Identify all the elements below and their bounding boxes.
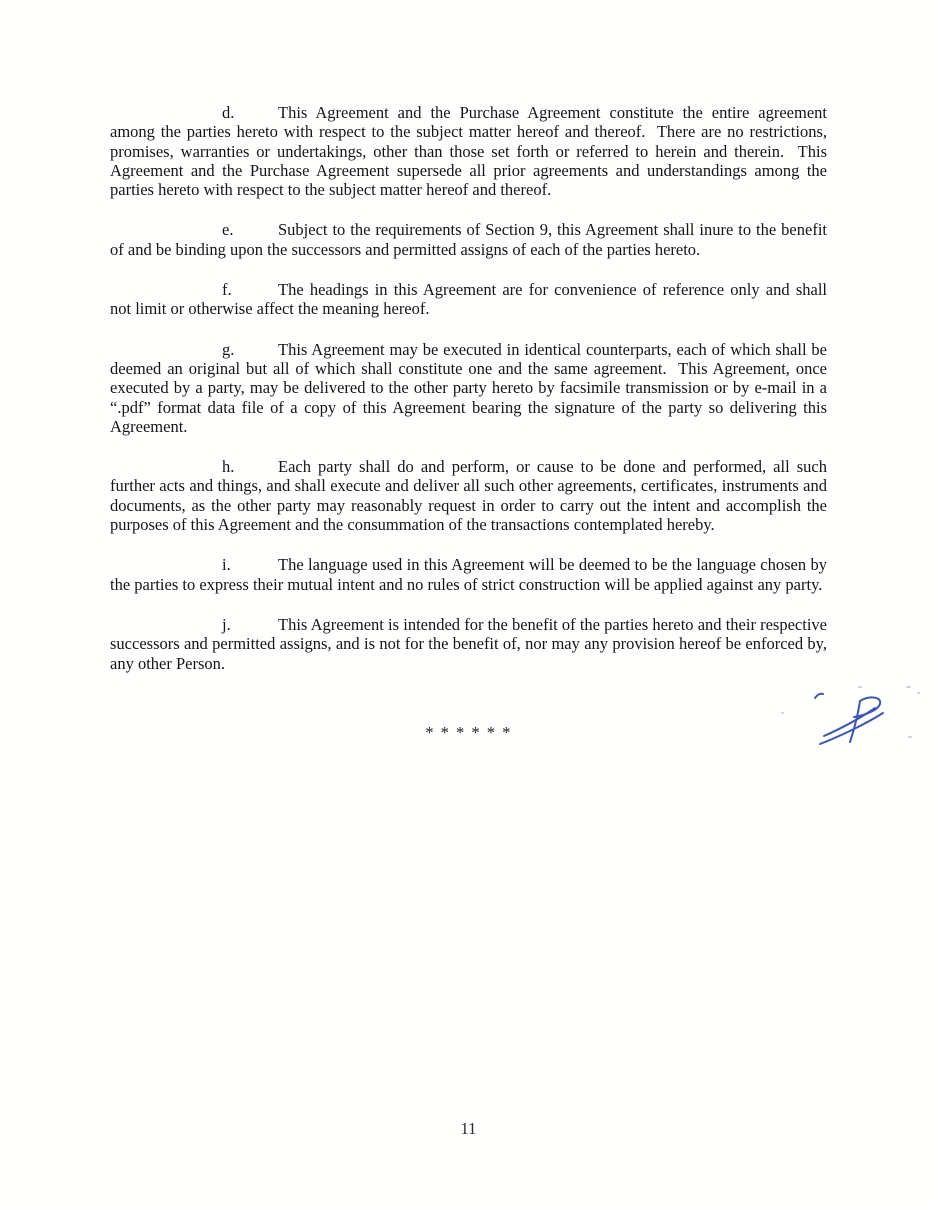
first-line-indent: [110, 471, 222, 472]
scan-speck: [917, 692, 920, 694]
paragraph-text: This Agreement is intended for the benefit of the parties hereto and their respective successors and permitted assigns, and is not for the benefit of, nor may any provision hereof be enforced by, any other Person.: [110, 614, 832, 673]
signature-mark: [810, 688, 890, 746]
paragraph-label: j.: [222, 614, 231, 634]
paragraph-label: f.: [222, 280, 232, 300]
page-number: 11: [460, 1119, 477, 1138]
first-line-indent: [110, 117, 222, 118]
first-line-indent: [110, 354, 222, 355]
paragraph-j: [110, 614, 832, 673]
paragraph-label: g.: [222, 339, 235, 359]
paragraph-text: The language used in this Agreement will be deemed to be the language chosen by the parties to express their mutual intent and no rules of strict construction will be applied against any party.: [110, 555, 832, 594]
first-line-indent: [110, 234, 222, 235]
paragraph-h: [110, 457, 832, 535]
paragraph-d: [110, 103, 832, 200]
paragraph-label: i.: [222, 555, 231, 575]
asterisk-separator: * * * * * *: [425, 722, 512, 742]
paragraph-g: [110, 339, 832, 436]
paragraph-f: [110, 280, 832, 319]
scan-speck: [858, 686, 862, 688]
paragraph-e: [110, 220, 832, 259]
paragraph-text: Each party shall do and perform, or cause to be done and performed, all such further acts and things, and shall execute and deliver all such other agreements, certificates, instruments and documents, as the other party may reasonably request in order to carry out the intent and accomplish the purposes of this Agreement and the consummation of the transactions contemplated hereby.: [110, 457, 832, 535]
paragraph-label: d.: [222, 103, 235, 122]
paragraph-text: This Agreement may be executed in identical counterparts, each of which shall be deemed an original but all of which shall constitute one and the same agreement. This Agreement, once executed by a party, may be delivered to the other party hereto by facsimile transmission or by e-mail in a “.pdf” format data file of a copy of this Agreement bearing the signature of the party so delivering this Agreement.: [110, 339, 832, 436]
first-line-indent: [110, 629, 222, 630]
paragraph-i: [110, 555, 832, 594]
scan-speck: [908, 736, 912, 738]
paragraph-text: This Agreement and the Purchase Agreement constitute the entire agreement among the parties hereto with respect to the subject matter hereof and thereof. There are no restrictions, promises, warranties or undertakings, other than those set forth or referred to herein and therein. This Agreement and the Purchase Agreement supersede all prior agreements and understandings among the parties hereto with respect to the subject matter hereof and thereof.: [110, 103, 832, 200]
paragraph-label: h.: [222, 457, 235, 477]
scan-speck: [906, 686, 911, 688]
scan-speck: [781, 712, 784, 714]
paragraph-text: Subject to the requirements of Section 9, this Agreement shall inure to the benefit of and be binding upon the successors and permitted assigns of each of the parties hereto.: [110, 220, 832, 259]
first-line-indent: [110, 294, 222, 295]
paragraph-text: The headings in this Agreement are for convenience of reference only and shall not limit or otherwise affect the meaning hereof.: [110, 280, 832, 319]
signature-flick: [815, 694, 823, 698]
agreement-text-block: [110, 103, 832, 743]
first-line-indent: [110, 569, 222, 570]
paragraph-label: e.: [222, 220, 234, 240]
